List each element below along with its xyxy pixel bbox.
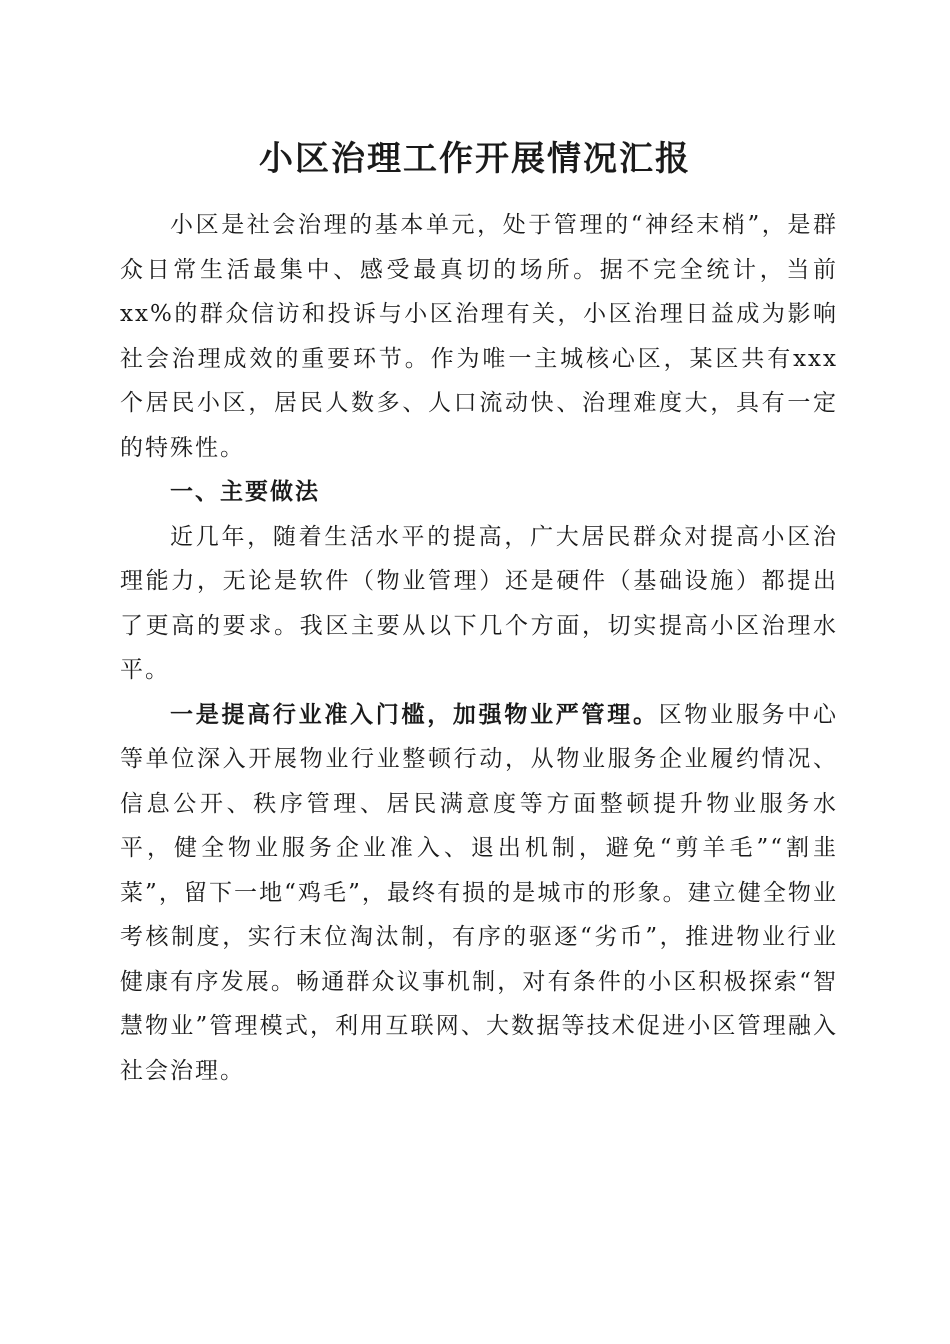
intro-paragraph: 小区是社会治理的基本单元，处于管理的“神经末梢”，是群众日常生活最集中、感受最真切的场所。据不完全统计，当前xx%的群众信访和投诉与小区治理有关，小区治理日益成为影响社会治理成效的重要环节。作为唯一主城核心区，某区共有xxx个居民小区，居民人数多、人口流动快、治理难度大，具有一定的特殊性。	[120, 212, 838, 461]
item-lead-sentence: 一是提高行业准入门槛，加强物业严管理。	[170, 700, 659, 728]
item-body-text: 区物业服务中心等单位深入开展物业行业整顿行动，从物业服务企业履约情况、信息公开、秩序管理、居民满意度等方面整顿提升物业服务水平，健全物业服务企业准入、退出机制，避免“剪羊毛”“割韭菜”，留下一地“鸡毛”，最终有损的是城市的形象。建立健全物业考核制度，实行末位淘汰制，有序的驱逐“劣币”，推进物业行业健康有序发展。畅通群众议事机制，对有条件的小区积极探索“智慧物业”管理模式，利用互联网、大数据等技术促进小区管理融入社会治理。	[120, 701, 839, 1084]
section-paragraph: 近几年，随着生活水平的提高，广大居民群众对提高小区治理能力，无论是软件（物业管理）还是硬件（基础设施）都提出了更高的要求。我区主要从以下几个方面，切实提高小区治理水平。	[120, 523, 838, 683]
section-heading-main-practices: 一、主要做法	[170, 478, 320, 505]
item-paragraph	[120, 693, 838, 1094]
document-title: 小区治理工作开展情况汇报	[259, 139, 691, 179]
document-body	[120, 203, 838, 1093]
